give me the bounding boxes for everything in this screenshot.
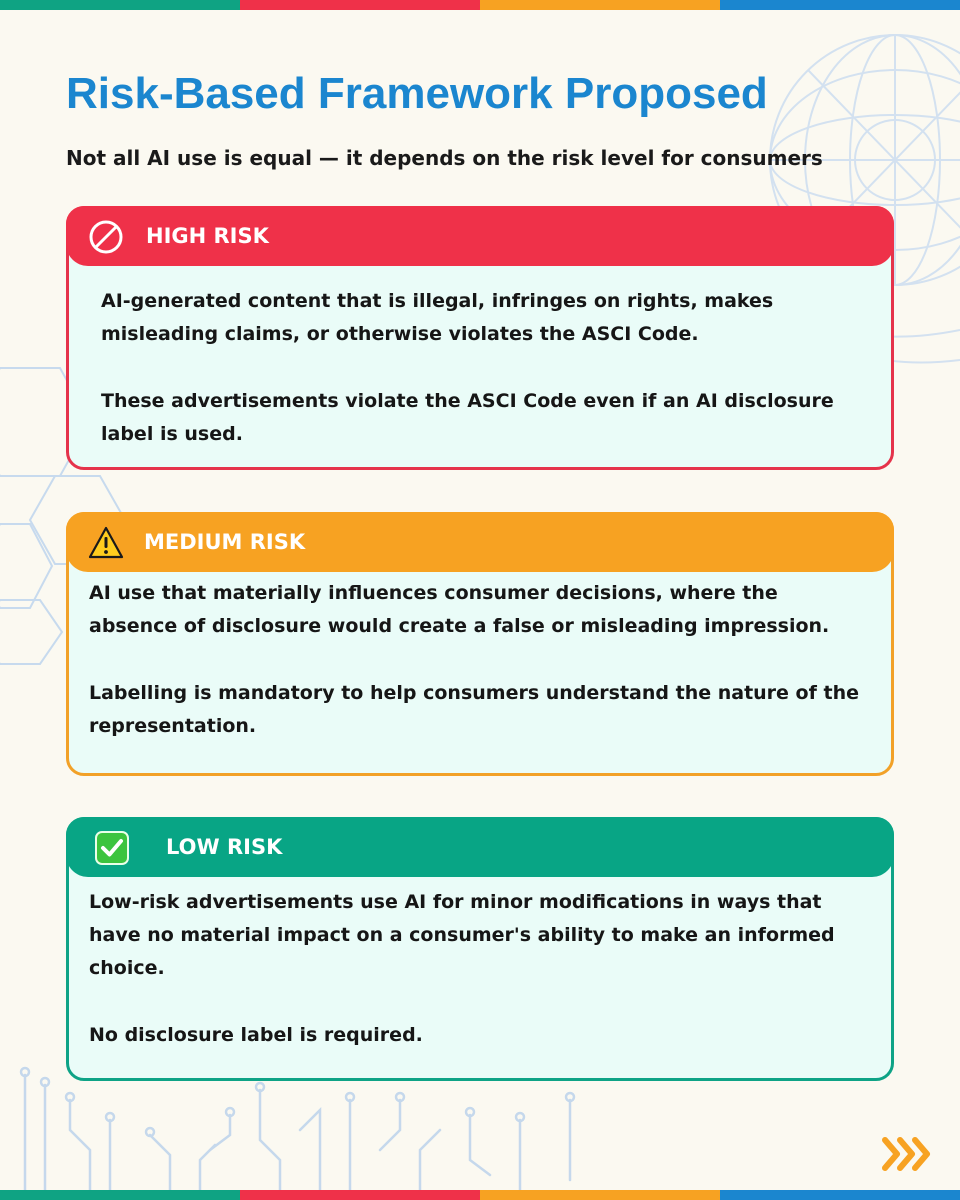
stripe-segment-green [0,1190,240,1200]
medium-risk-header [66,512,894,572]
bottom-color-stripe [0,1190,960,1200]
low-risk-paragraph: No disclosure label is required. [89,1024,423,1046]
stripe-segment-green [0,0,240,10]
medium-risk-paragraph: Labelling is mandatory to help consumers understand the nature of the representation. [89,682,859,737]
high-risk-description [69,285,891,451]
stripe-segment-blue [720,0,960,10]
top-color-stripe [0,0,960,10]
stripe-segment-red [240,1190,480,1200]
high-risk-paragraph: These advertisements violate the ASCI Code even if an AI disclosure label is used. [101,390,834,445]
stripe-segment-orange [480,0,720,10]
low-risk-label: LOW RISK [166,835,283,859]
low-risk-description [69,886,891,1052]
high-risk-header [66,206,894,266]
low-risk-card [66,817,894,1081]
high-risk-label: HIGH RISK [146,224,269,248]
medium-risk-paragraph: AI use that materially influences consumer decisions, where the absence of disclosure would create a false or misleading impression. [89,582,830,637]
check-mark-icon [94,830,130,866]
low-risk-paragraph: Low-risk advertisements use AI for minor modifications in ways that have no material impact on a consumer's ability to make an informed choice. [89,891,835,979]
high-risk-card [66,206,894,470]
stripe-segment-orange [480,1190,720,1200]
medium-risk-label: MEDIUM RISK [144,530,306,554]
warning-icon [88,525,124,561]
double-chevron-right-icon[interactable] [880,1134,936,1174]
high-risk-paragraph: AI-generated content that is illegal, infringes on rights, makes misleading claims, or otherwise violates the ASCI Code. [101,290,774,345]
medium-risk-card [66,512,894,776]
low-risk-header [66,817,894,877]
page-title: Risk-Based Framework Proposed [66,69,768,118]
stripe-segment-blue [720,1190,960,1200]
page-subtitle: Not all AI use is equal — it depends on the risk level for consumers [66,146,823,170]
medium-risk-description [69,577,891,743]
stripe-segment-red [240,0,480,10]
prohibited-icon [88,219,124,255]
